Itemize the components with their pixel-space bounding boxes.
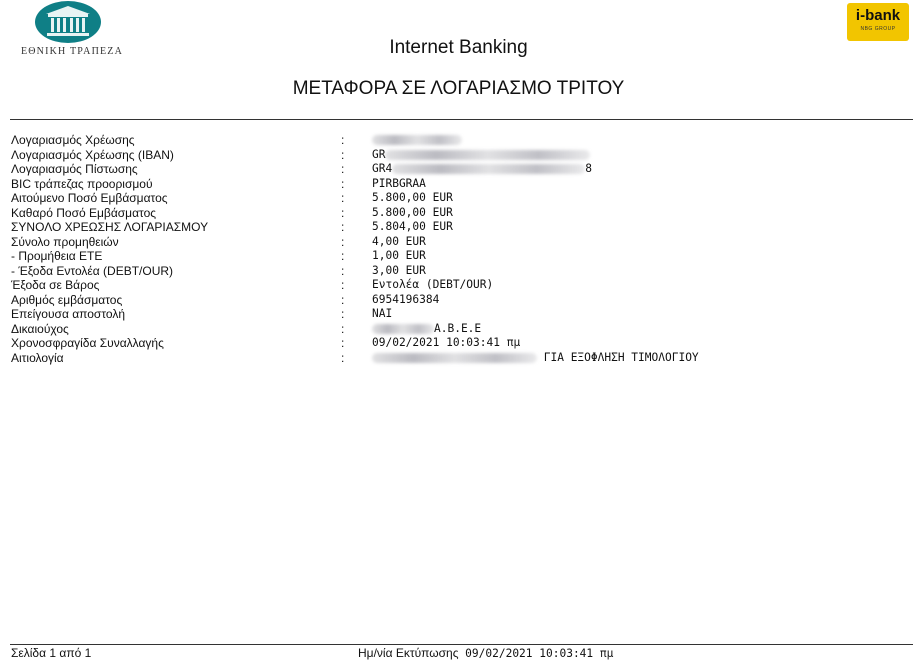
detail-label: - Έξοδα Εντολέα (DEBT/OUR) [11,263,174,278]
app-title: Internet Banking [389,37,528,58]
detail-value [372,162,592,177]
detail-separator: : [341,307,345,321]
value-suffix: Α.Β.Ε.Ε [434,321,482,335]
detail-separator: : [341,162,345,176]
detail-label: Έξοδα σε Βάρος [11,278,100,292]
detail-label: Χρονοσφραγίδα Συναλλαγής [11,336,164,350]
detail-value: 5.804,00 EUR [372,220,453,233]
detail-value: 3,00 EUR [372,263,426,277]
detail-separator: : [341,147,345,162]
detail-separator: : [341,350,345,365]
detail-row [11,220,901,235]
detail-row [11,293,901,308]
detail-row [11,206,901,221]
detail-row [11,235,901,250]
redacted-block [372,324,434,334]
detail-separator: : [341,191,345,205]
detail-label: - Προμήθεια ΕΤΕ [11,249,103,263]
detail-separator: : [341,336,345,350]
detail-label: BIC τράπεζας προορισμού [11,176,153,191]
detail-label: Αιτούμενο Ποσό Εμβάσματος [11,191,168,205]
detail-value: Εντολέα (DEBT/OUR) [372,278,494,291]
detail-value: 4,00 EUR [372,234,426,248]
value-suffix: ΓΙΑ ΕΞΟΦΛΗΣΗ ΤΙΜΟΛΟΓΙΟΥ [543,350,699,364]
detail-label: Αριθμός εμβάσματος [11,292,123,307]
ibank-logo-subtext: NBG GROUP [860,26,896,32]
detail-separator: : [341,263,345,278]
detail-value [372,351,699,366]
detail-row [11,351,901,366]
detail-row [11,162,901,177]
detail-row [11,191,901,206]
detail-value [372,322,481,337]
detail-value: 5.800,00 EUR [372,191,453,204]
detail-row [11,177,901,192]
detail-separator: : [341,220,345,234]
detail-row [11,148,901,163]
transfer-details [11,133,901,365]
print-date-value: 09/02/2021 10:03:41 πμ [465,647,614,660]
detail-label: Λογαριασμός Χρέωσης [11,133,135,147]
value-prefix: GR4 [372,162,393,175]
detail-row [11,264,901,279]
detail-value: ΝΑΙ [372,307,393,320]
value-suffix: 8 [585,162,592,175]
redacted-block [372,353,537,363]
detail-label: Δικαιούχος [11,321,69,336]
detail-separator: : [341,133,345,147]
redacted-block [392,164,585,174]
detail-label: ΣΥΝΟΛΟ ΧΡΕΩΣΗΣ ΛΟΓΑΡΙΑΣΜΟΥ [11,220,209,234]
detail-value: 5.800,00 EUR [372,205,453,219]
detail-row [11,133,901,148]
detail-separator: : [341,176,345,191]
detail-row [11,322,901,337]
redacted-block [385,150,590,160]
detail-label: Λογαριασμός Χρέωσης (IBAN) [11,147,174,162]
detail-row [11,307,901,322]
detail-separator: : [341,249,345,263]
detail-value: PIRBGRAA [372,176,426,190]
detail-row [11,278,901,293]
detail-separator: : [341,234,345,249]
detail-label: Σύνολο προμηθειών [11,234,119,249]
redacted-block [372,135,462,145]
detail-label: Επείγουσα αποστολή [11,307,126,321]
ibank-logo-text: i-bank [855,7,901,24]
detail-value [372,133,462,148]
detail-label: Λογαριασμός Πίστωσης [11,162,138,176]
detail-value: 6954196384 [372,292,440,306]
detail-separator: : [341,278,345,292]
print-date [358,646,613,661]
header-divider [10,119,913,120]
detail-row [11,336,901,351]
footer-divider [10,644,913,645]
detail-separator: : [341,205,345,220]
detail-value [372,148,590,163]
print-date-label: Ημ/νία Εκτύπωσης [358,646,459,660]
page-info: Σελίδα 1 από 1 [11,646,92,660]
detail-value: 09/02/2021 10:03:41 πμ [372,336,521,349]
value-prefix: GR [372,147,386,161]
ibank-logo [847,3,909,41]
detail-label: Καθαρό Ποσό Εμβάσματος [11,205,157,220]
detail-separator: : [341,321,345,336]
detail-label: Αιτιολογία [11,350,64,365]
detail-row [11,249,901,264]
bank-name: ΕΘΝΙΚΗ ΤΡΑΠΕΖΑ [20,46,124,57]
document-title: ΜΕΤΑΦΟΡΑ ΣΕ ΛΟΓΑΡΙΑΣΜΟ ΤΡΙΤΟΥ [292,78,625,99]
detail-separator: : [341,292,345,307]
detail-value: 1,00 EUR [372,249,426,262]
